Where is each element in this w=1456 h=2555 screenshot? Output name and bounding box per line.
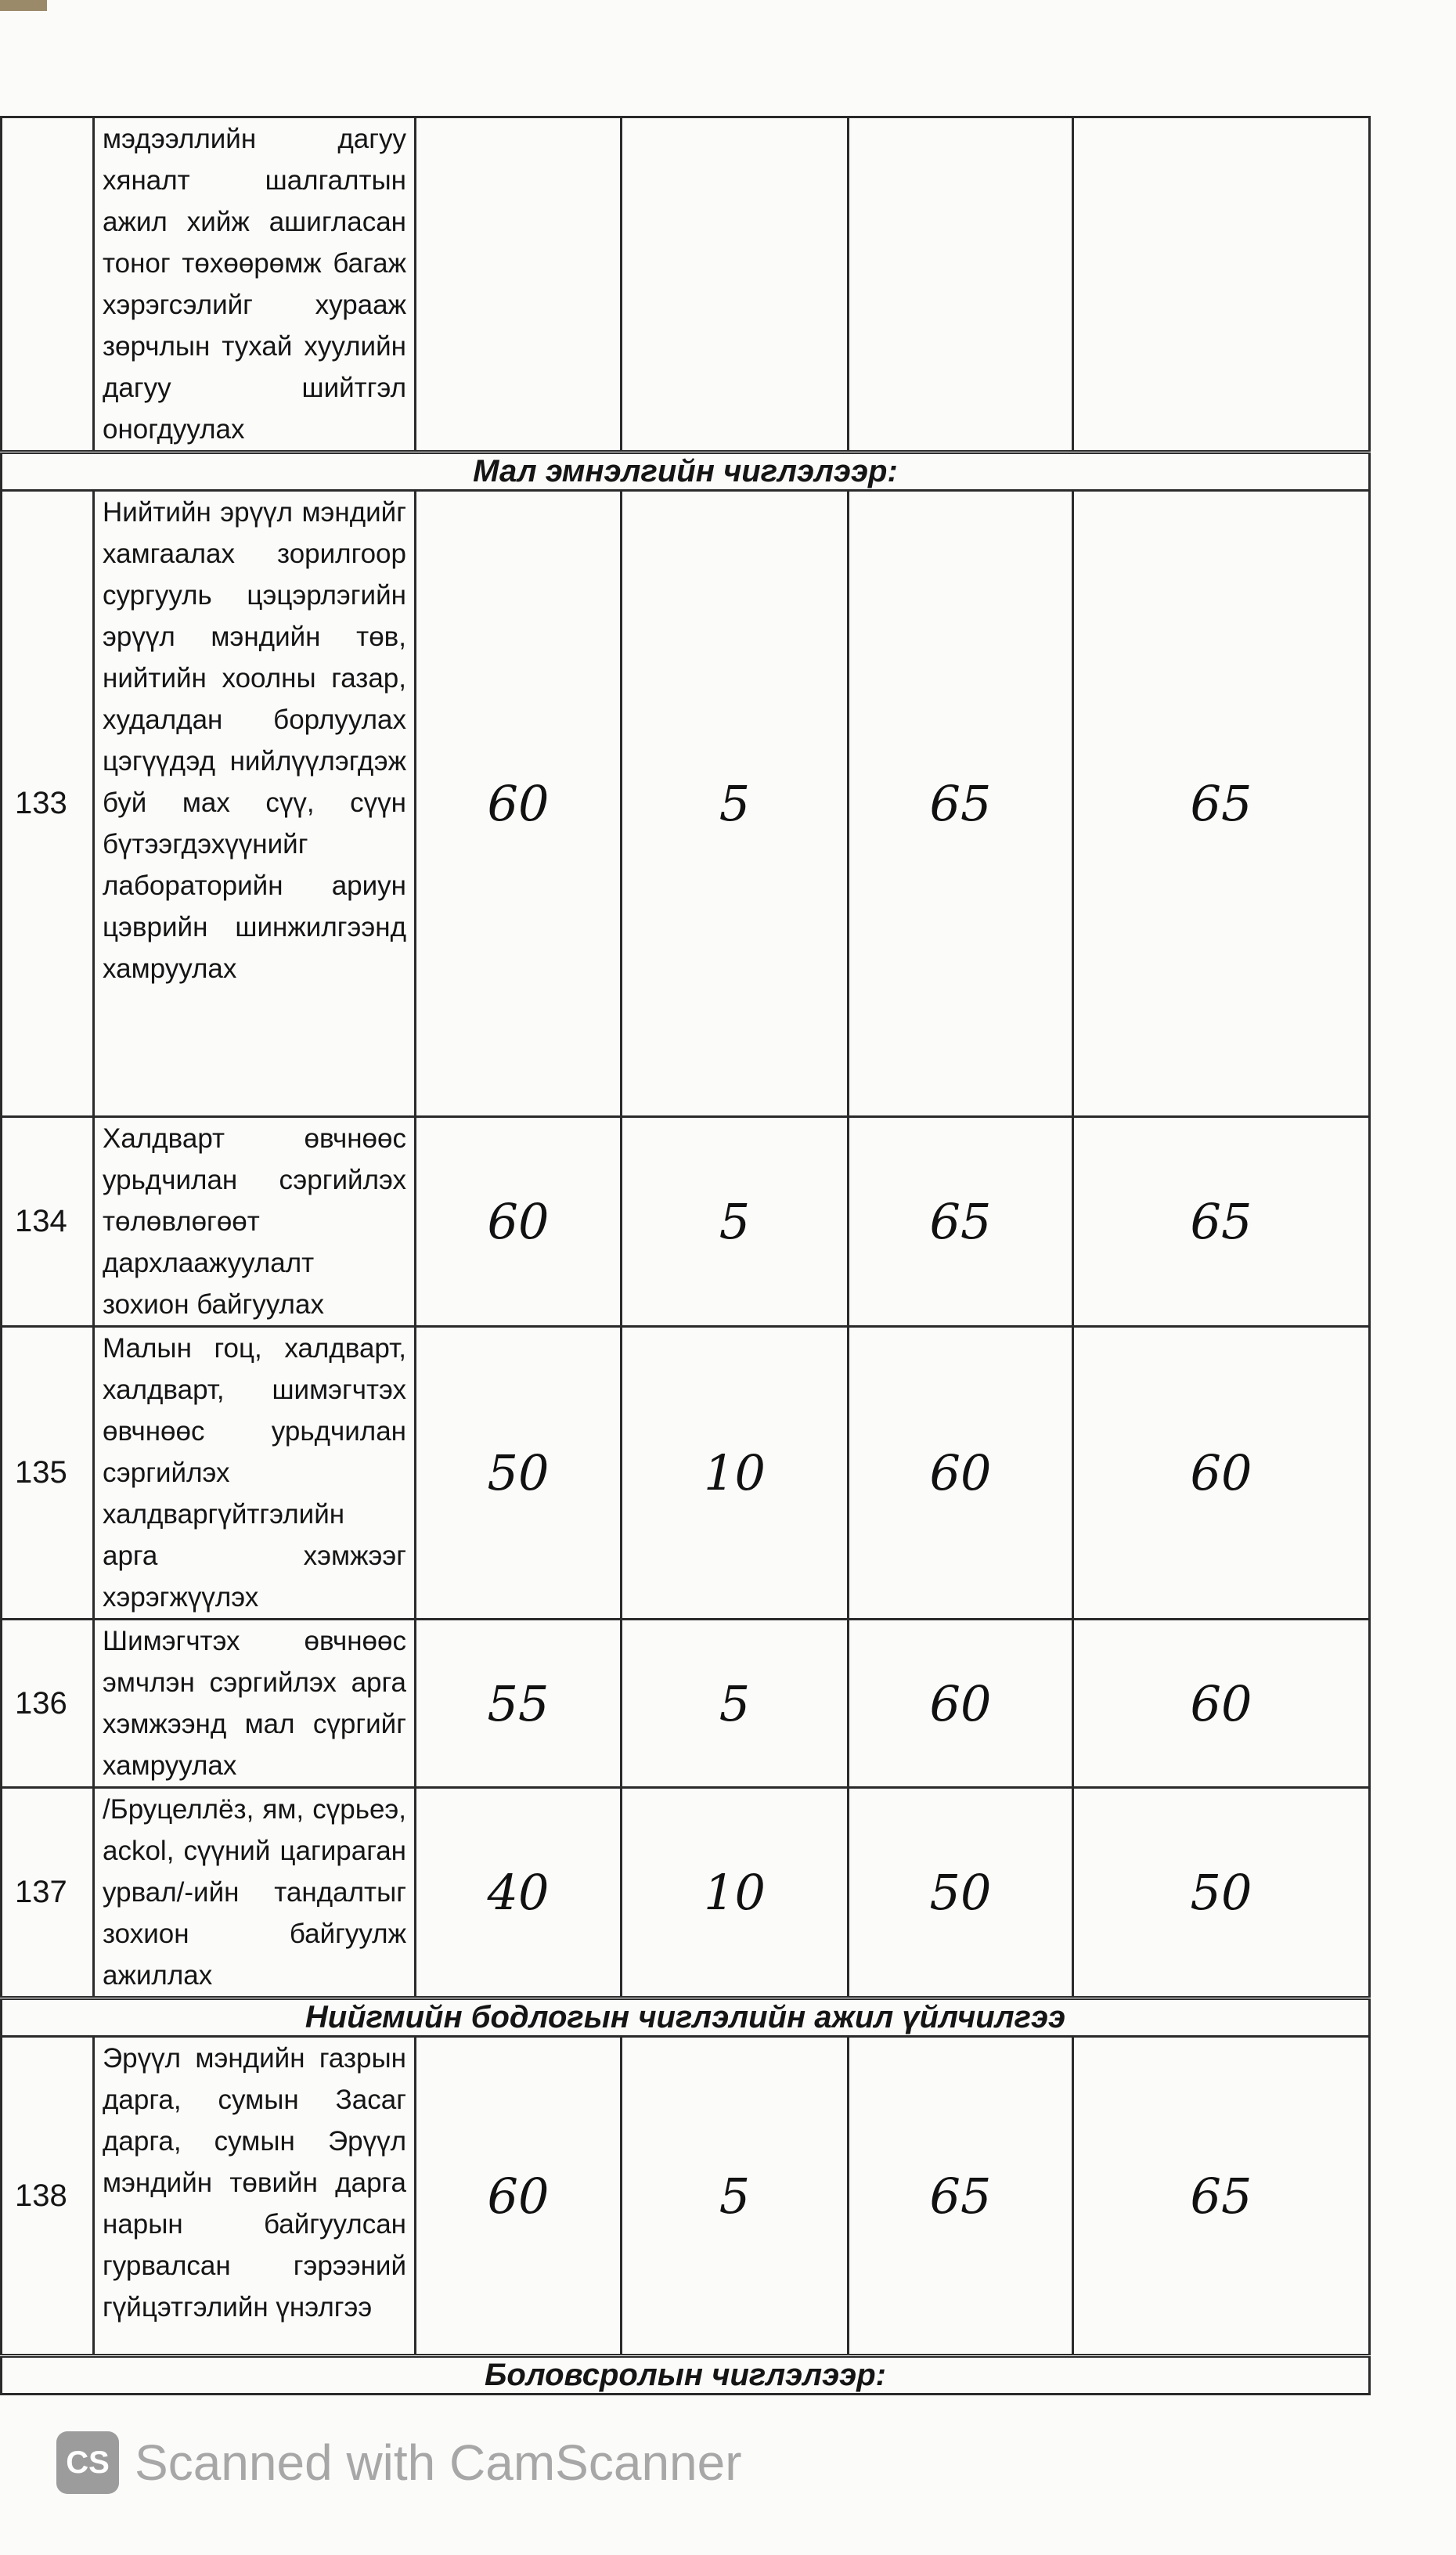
section-title: Нийгмийн бодлогын чиглэлийн ажил үйлчилгээ — [2, 1998, 1370, 2037]
value-col-3: 60 — [849, 1327, 1073, 1620]
value-col-3: 60 — [849, 1620, 1073, 1788]
value-col-4: 65 — [1073, 491, 1370, 1117]
value-col-4: 60 — [1073, 1327, 1370, 1620]
camscanner-watermark — [56, 2431, 742, 2494]
value-col-2: 5 — [622, 2037, 849, 2356]
value-col-3: 65 — [849, 1117, 1073, 1327]
row-description: Малын гоц, халдварт, халдварт, шимэгчтэх өвчнөөс урьдчилан сэргийлэх халдваргүйтгэлийн арга хэмжээг хэрэгжүүлэх — [94, 1327, 416, 1620]
row-description: мэдээллийн дагуу хяналт шалгалтын ажил хийж ашигласан тоног төхөөрөмж багаж хэрэгсэлийг хураaж зөрчлын тухай хуулийн дагуу шийтгэл оногдуулах — [94, 117, 416, 452]
value-col-4: 50 — [1073, 1788, 1370, 1998]
value-col-3 — [849, 117, 1073, 452]
value-col-2: 5 — [622, 1117, 849, 1327]
table-row — [2, 1788, 1370, 1998]
plan-table — [0, 116, 1371, 2395]
row-description: Шимэгчтэх өвчнөөс эмчлэн сэргийлэх арга хэмжээнд мал сүргийг хамруулах — [94, 1620, 416, 1788]
value-col-3: 65 — [849, 2037, 1073, 2356]
table-row — [2, 2037, 1370, 2356]
table-row — [2, 1327, 1370, 1620]
value-col-1: 50 — [416, 1327, 622, 1620]
value-col-4: 65 — [1073, 1117, 1370, 1327]
section-row — [2, 1998, 1370, 2037]
value-col-3: 50 — [849, 1788, 1073, 1998]
value-col-2: 10 — [622, 1327, 849, 1620]
watermark-text: Scanned with CamScanner — [135, 2434, 742, 2491]
value-col-3: 65 — [849, 491, 1073, 1117]
row-number: 137 — [2, 1788, 94, 1998]
section-title: Мал эмнэлгийн чиглэлээр: — [2, 452, 1370, 491]
value-col-1: 60 — [416, 2037, 622, 2356]
value-col-2 — [622, 117, 849, 452]
row-description: /Бруцеллёз, ям, сүрьеэ, асkol, сүүний цагираган урвал/-ийн тандалтыг зохион байгуулж ажиллах — [94, 1788, 416, 1998]
row-number: 138 — [2, 2037, 94, 2356]
value-col-4: 60 — [1073, 1620, 1370, 1788]
row-description: Эрүүл мэндийн газрын дарга, сумын Засаг дарга, сумын Эрүүл мэндийн төвийн дарга нарын байгуулсан гурвалсан гэрээний гүйцэтгэлийн үнэлгээ — [94, 2037, 416, 2356]
value-col-1 — [416, 117, 622, 452]
row-description: Халдварт өвчнөөс урьдчилан сэргийлэх төлөвлөгөөт дархлаажуулалт зохион байгуулах — [94, 1117, 416, 1327]
value-col-1: 60 — [416, 491, 622, 1117]
plan-table-sheet — [0, 116, 1368, 2395]
table-row — [2, 491, 1370, 1117]
value-col-1: 55 — [416, 1620, 622, 1788]
scan-edge-mark — [0, 0, 47, 11]
row-description: Нийтийн эрүүл мэндийг хамгаалах зорилгоор сургууль цэцэрлэгийн эрүүл мэндийн төв, нийтийн хоолны газар, худалдан борлуулах цэгүүдэд нийлүүлэгдэж буй мах сүү, сүүн бүтээгдэхүүнийг лабораторийн ариун цэврийн шинжилгээнд хамруулах — [94, 491, 416, 1117]
value-col-1: 60 — [416, 1117, 622, 1327]
row-number: 135 — [2, 1327, 94, 1620]
value-col-2: 10 — [622, 1788, 849, 1998]
row-number: 136 — [2, 1620, 94, 1788]
section-row — [2, 452, 1370, 491]
table-row — [2, 1117, 1370, 1327]
section-title: Боловсролын чиглэлээр: — [2, 2356, 1370, 2395]
row-number — [2, 117, 94, 452]
camscanner-logo-icon: CS — [56, 2431, 119, 2494]
value-col-1: 40 — [416, 1788, 622, 1998]
value-col-4 — [1073, 117, 1370, 452]
table-row — [2, 1620, 1370, 1788]
table-row — [2, 117, 1370, 452]
row-number: 134 — [2, 1117, 94, 1327]
row-number: 133 — [2, 491, 94, 1117]
section-row — [2, 2356, 1370, 2395]
value-col-2: 5 — [622, 491, 849, 1117]
value-col-4: 65 — [1073, 2037, 1370, 2356]
value-col-2: 5 — [622, 1620, 849, 1788]
